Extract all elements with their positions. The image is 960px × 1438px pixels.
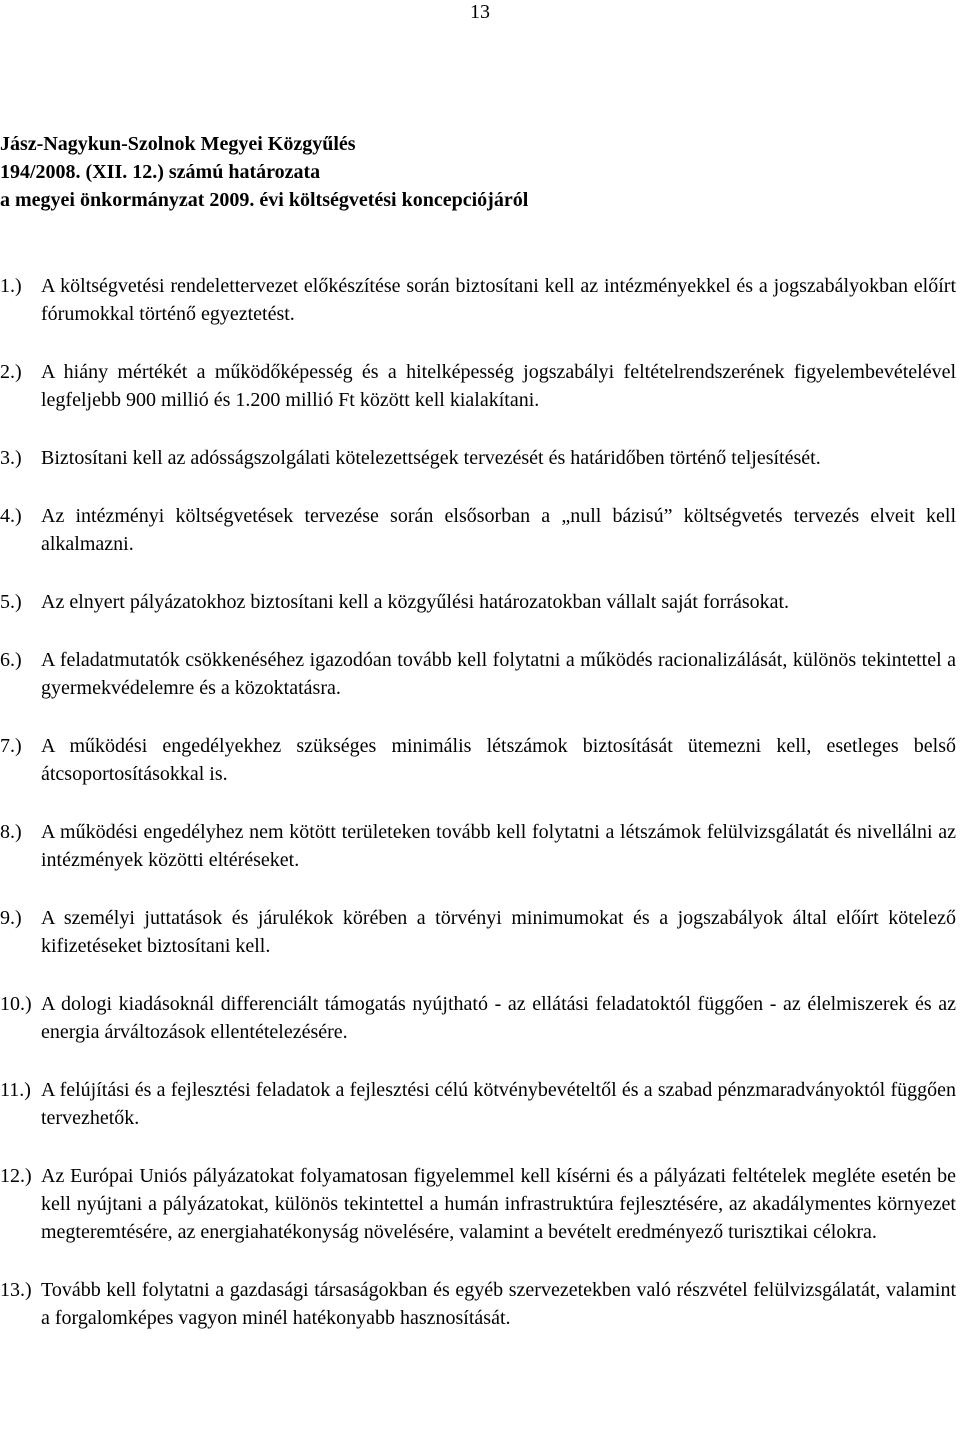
item-text: Az elnyert pályázatokhoz biztosítani kell a közgyűlési határozatokban vállalt saját forrásokat.: [41, 591, 790, 613]
item-text: A személyi juttatások és járulékok körében a törvényi minimumokat és a jogszabályok által előírt kötelező kifizetéseket biztosítani kell.: [41, 907, 956, 957]
item-number: 9.): [0, 907, 22, 929]
item-number: 5.): [0, 591, 22, 613]
item-number: 13.): [0, 1279, 32, 1301]
item-number: 1.): [0, 275, 22, 297]
resolution-items: [0, 272, 956, 1362]
document-header: [0, 130, 528, 214]
page-number: 13: [470, 1, 490, 23]
header-authority: Jász-Nagykun-Szolnok Megyei Közgyűlés: [0, 133, 356, 155]
list-item: [0, 818, 956, 874]
header-subject: a megyei önkormányzat 2009. évi költségvetési koncepciójáról: [0, 189, 529, 211]
item-number: 8.): [0, 821, 22, 843]
item-number: 12.): [0, 1165, 32, 1187]
list-item: [0, 358, 956, 414]
item-number: 4.): [0, 505, 22, 527]
item-number: 3.): [0, 447, 22, 469]
item-text: A hiány mértékét a működőképesség és a hitelképesség jogszabályi feltételrendszerének figyelembevételével legfeljebb 900 millió és 1.200 millió Ft között kell kialakítani.: [41, 361, 956, 411]
item-text: A feladatmutatók csökkenéséhez igazodóan tovább kell folytatni a működés racionalizálását, különös tekintettel a gyermekvédelemre és a közoktatásra.: [41, 649, 956, 699]
list-item: [0, 990, 956, 1046]
item-text: A működési engedélyekhez szükséges minimális létszámok biztosítását ütemezni kell, esetleges belső átcsoportosításokkal is.: [41, 735, 956, 785]
item-text: A költségvetési rendelettervezet előkészítése során biztosítani kell az intézményekkel és a jogszabályokban előírt fórumokkal történő egyeztetést.: [41, 275, 956, 325]
list-item: [0, 502, 956, 558]
list-item: [0, 904, 956, 960]
list-item: [0, 444, 956, 472]
item-text: Tovább kell folytatni a gazdasági társaságokban és egyéb szervezetekben való részvétel felülvizsgálatát, valamint a forgalomképes vagyon minél hatékonyabb hasznosítását.: [41, 1279, 956, 1329]
list-item: [0, 1162, 956, 1246]
header-resolution-number: 194/2008. (XII. 12.) számú határozata: [0, 161, 321, 183]
list-item: [0, 1276, 956, 1332]
item-number: 10.): [0, 993, 32, 1015]
list-item: [0, 1076, 956, 1132]
item-text: Biztosítani kell az adósságszolgálati kötelezettségek tervezését és határidőben történő teljesítését.: [41, 447, 821, 469]
item-number: 2.): [0, 361, 22, 383]
item-text: A dologi kiadásoknál differenciált támogatás nyújtható - az ellátási feladatoktól függően - az élelmiszerek és az energia árváltozások ellentételezésére.: [41, 993, 956, 1043]
item-text: Az Európai Uniós pályázatokat folyamatosan figyelemmel kell kísérni és a pályázati feltételek megléte esetén be kell nyújtani a pályázatokat, különös tekintettel a humán infrastruktúra fejlesztésére, az akadálymentes környezet megteremtésére, az energiahatékonyság növelésére, valamint a bevételt eredményező turisztikai célokra.: [41, 1165, 956, 1243]
item-number: 6.): [0, 649, 22, 671]
list-item: [0, 732, 956, 788]
item-text: A felújítási és a fejlesztési feladatok a fejlesztési célú kötvénybevételtől és a szabad pénzmaradványoktól függően tervezhetők.: [41, 1079, 956, 1129]
list-item: [0, 646, 956, 702]
item-number: 7.): [0, 735, 22, 757]
item-text: A működési engedélyhez nem kötött területeken tovább kell folytatni a létszámok felülvizsgálatát és nivellálni az intézmények közötti eltéréseket.: [41, 821, 956, 871]
list-item: [0, 588, 956, 616]
item-text: Az intézményi költségvetések tervezése során elsősorban a „null bázisú” költségvetés tervezés elveit kell alkalmazni.: [41, 505, 956, 555]
list-item: [0, 272, 956, 328]
item-number: 11.): [0, 1079, 31, 1101]
